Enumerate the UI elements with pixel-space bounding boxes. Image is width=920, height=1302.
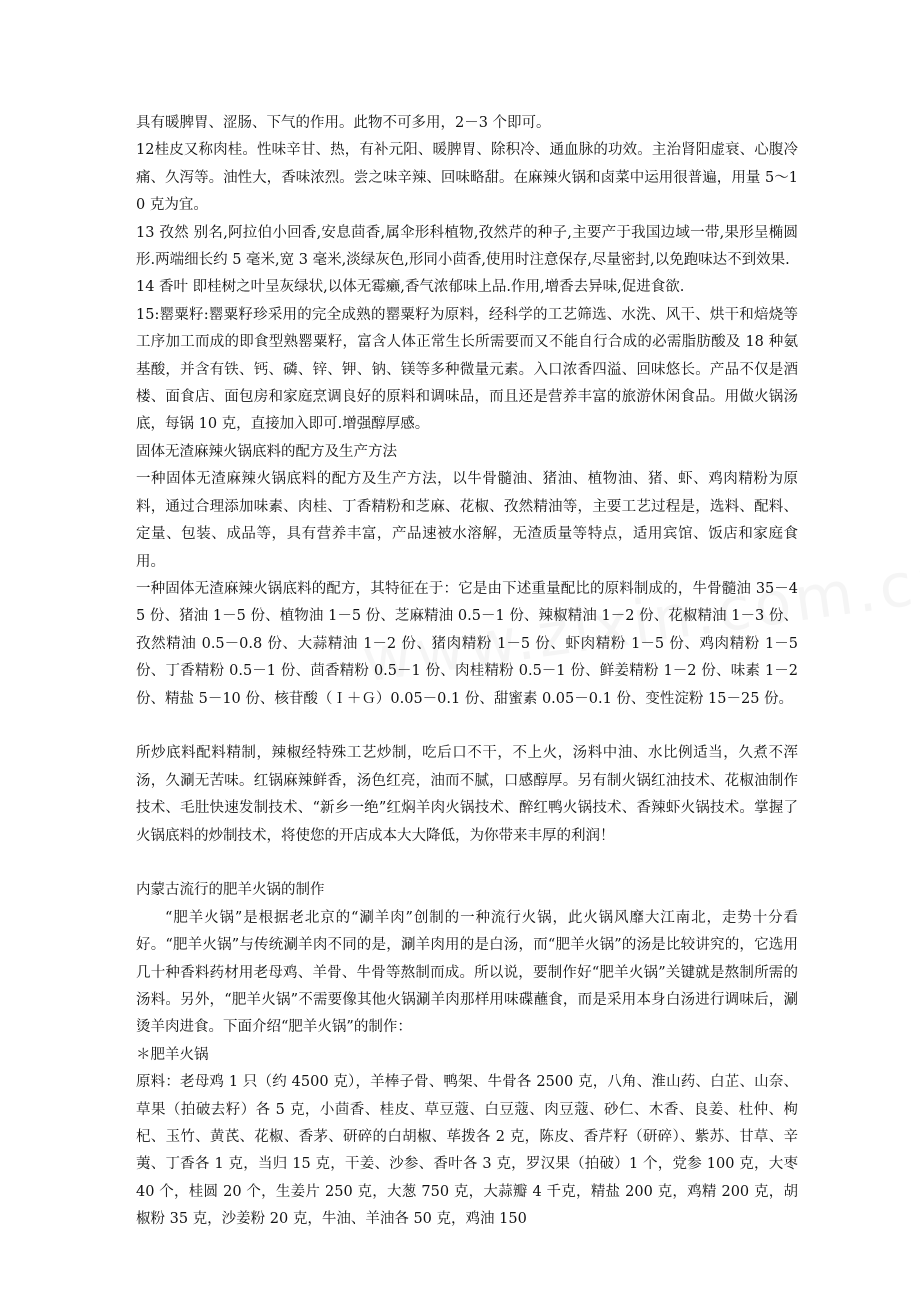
paragraph-bay-leaf: 14 香叶 即桂树之叶呈灰绿状,以体无霉癞,香气浓郁味上品.作用,增香去异味,促进食欲. (136, 279, 685, 296)
paragraph-cumin: 13 孜然 别名,阿拉伯小回香,安息茴香,属伞形科植物,孜然芹的种子,主要产于我国边域一带,果形呈椭圆形.两端细长约 5 毫米,宽 3 毫米,淡绿灰色,形同小茴香,使用时注意保存,尽量密封,以免跑味达不到效果. (136, 224, 798, 269)
paragraph-solid-base-formula: 一种固体无渣麻辣火锅底料的配方，其特征在于：它是由下述重量配比的原料制成的，牛骨髓油 35－45 份、猪油 1－5 份、植物油 1－5 份、芝麻精油 0.5－1 份、辣椒精油 1－2 份、花椒精油 1－3 份、孜然精油 0.5－0.8 份、大蒜精油 1－2 份、猪肉精粉 1－5 份、虾肉精粉 1－5 份、鸡肉精粉 1－5 份、丁香精粉 0.5－1 份、茴香精粉 0.5－1 份、肉桂精粉 0.5－1 份、鲜姜精粉 1－2 份、味素 1－2 份、精盐 5－10 份、核苷酸（Ｉ＋Ｇ）0.05－0.1 份、甜蜜素 0.05－0.1 份、变性淀粉 15－25 份。 (136, 580, 798, 707)
blank-line (136, 713, 798, 740)
paragraph-poppy-seed: 15:罂粟籽:罂粟籽珍采用的完全成熟的罂粟籽为原料，经科学的工艺筛选、水洗、风干、烘干和焙烧等工序加工而成的即食型熟罂粟籽，富含人体正常生长所需要而又不能自行合成的必需脂肪酸及 18 种氨基酸，并含有铁、钙、磷、锌、钾、钠、镁等多种微量元素。入口浓香四溢、回味悠长。产品不仅是酒楼、面食店、面包房和家庭烹调良好的原料和调味品，而且还是营养丰富的旅游休闲食品。用做火锅汤底，每锅 10 克，直接加入即可.增强醇厚感。 (136, 306, 798, 433)
subheading-mutton-hotpot: ＊肥羊火锅 (136, 1046, 209, 1063)
paragraph-mutton-hotpot-intro: “肥羊火锅”是根据老北京的“涮羊肉”创制的一种流行火锅，此火锅风靡大江南北，走势十分看好。“肥羊火锅”与传统涮羊肉不同的是，涮羊肉用的是白汤，而“肥羊火锅”的汤是比较讲究的，它选用几十种香料药材用老母鸡、羊骨、牛骨等熬制而成。所以说，要制作好“肥羊火锅”关键就是熬制所需的汤料。另外，“肥羊火锅”不需要像其他火锅涮羊肉那样用味碟蘸食，而是采用本身白汤进行调味后，涮烫羊肉进食。下面介绍“肥羊火锅”的制作： (136, 909, 798, 1036)
section-heading-mutton-hotpot: 内蒙古流行的肥羊火锅的制作 (136, 882, 325, 899)
blank-line (136, 850, 798, 877)
paragraph-ingredients: 原料：老母鸡 1 只（约 4500 克），羊棒子骨、鸭架、牛骨各 2500 克，八角、淮山药、白芷、山奈、草果（拍破去籽）各 5 克，小茴香、桂皮、草豆蔻、白豆蔻、肉豆蔻、砂仁、木香、良姜、杜仲、枸杞、玉竹、黄芪、花椒、香茅、研碎的白胡椒、荜拨各 2 克，陈皮、香芹籽（研碎）、紫苏、甘草、辛荑、丁香各 1 克，当归 15 克，干姜、沙参、香叶各 3 克，罗汉果（拍破）1 个，党参 100 克，大枣 40 个，桂圆 20 个，生姜片 250 克，大葱 750 克，大蒜瓣 4 千克，精盐 200 克，鸡精 200 克，胡椒粉 35 克，沙姜粉 20 克，牛油、羊油各 50 克，鸡油 150 (136, 1074, 798, 1228)
document-body (136, 110, 798, 1234)
paragraph-stir-fry-base: 所炒底料配料精制，辣椒经特殊工艺炒制，吃后口不干，不上火，汤料中油、水比例适当，久煮不浑汤，久涮无苦味。红锅麻辣鲜香，汤色红亮，油而不腻，口感醇厚。另有制火锅红油技术、花椒油制作技术、毛肚快速发制技术、“新乡一绝”红焖羊肉火锅技术、醉红鸭火锅技术、香辣虾火锅技术。掌握了火锅底料的炒制技术，将使您的开店成本大大降低，为你带来丰厚的利润！ (136, 745, 798, 844)
section-heading-solid-hotpot-base: 固体无渣麻辣火锅底料的配方及生产方法 (136, 443, 397, 460)
paragraph-solid-base-method: 一种固体无渣麻辣火锅底料的配方及生产方法，以牛骨髓油、猪油、植物油、猪、虾、鸡肉精粉为原料，通过合理添加味素、肉桂、丁香精粉和芝麻、花椒、孜然精油等，主要工艺过程是，选料、配料、定量、包装、成品等，具有营养丰富，产品速被水溶解，无渣质量等特点，适用宾馆、饭店和家庭食用。 (136, 471, 798, 570)
paragraph-cinnamon: 12桂皮又称肉桂。性味辛甘、热，有补元阳、暖脾胃、除积冷、通血脉的功效。主治肾阳虚衰、心腹冷痛、久泻等。油性大，香味浓烈。尝之味辛辣、回味略甜。在麻辣火锅和卤菜中运用很普遍，用量 5～10 克为宜。 (136, 142, 798, 214)
paragraph-cardamom-end: 具有暖脾胃、涩肠、下气的作用。此物不可多用，2－3 个即可。 (136, 115, 551, 131)
